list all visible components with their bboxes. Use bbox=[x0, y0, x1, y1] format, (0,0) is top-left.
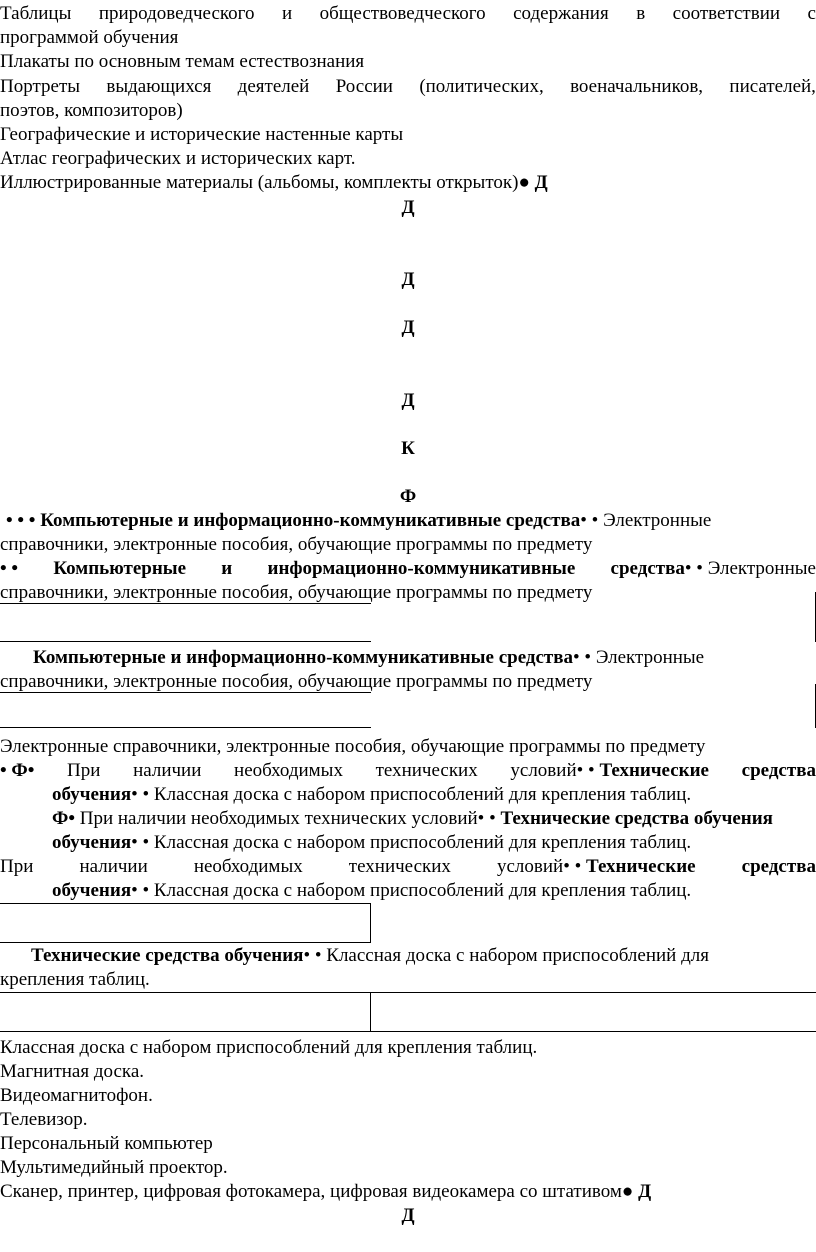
bullets: • • bbox=[303, 945, 322, 966]
word: средства bbox=[610, 558, 685, 579]
word: технических bbox=[348, 856, 451, 877]
equipment-item: Классная доска с набором приспособлений для крепления таблиц. bbox=[0, 1037, 538, 1058]
word: необходимых bbox=[193, 856, 303, 877]
word: в bbox=[636, 3, 646, 24]
word: наличии bbox=[133, 760, 202, 781]
center-mark: Д bbox=[401, 1205, 415, 1226]
word: России bbox=[335, 76, 393, 97]
technical-line-6 bbox=[52, 879, 691, 903]
header-line-4 bbox=[0, 75, 816, 99]
section-title: Компьютерные и информационно-коммуникативные средства bbox=[33, 647, 574, 668]
bullets: • • bbox=[684, 558, 703, 579]
equipment-item: Мультимедийный проектор. bbox=[0, 1157, 228, 1178]
line-text: • • Классная доска с набором приспособлений для крепления таблиц. bbox=[131, 880, 692, 901]
word: средства bbox=[741, 760, 816, 781]
table-border bbox=[370, 903, 371, 943]
bullet-icon: ● bbox=[621, 1181, 634, 1202]
mark-letter: Д bbox=[534, 172, 548, 193]
center-mark: Д bbox=[401, 317, 415, 338]
bullets: • • bbox=[573, 647, 592, 668]
word: При bbox=[0, 856, 34, 877]
word: обучения bbox=[52, 784, 132, 805]
lead-word: Электронные bbox=[707, 558, 816, 579]
bullet-icon: ● bbox=[518, 172, 530, 193]
word: соответствии bbox=[672, 3, 781, 24]
equipment-item: Телевизор. bbox=[0, 1109, 88, 1130]
header-line-1 bbox=[0, 2, 816, 26]
line-text: При наличии необходимых технических условий bbox=[79, 808, 478, 829]
technical-line-4 bbox=[52, 831, 691, 855]
computer-line-6: справочники, электронные пособия, обучающие программы по предмету bbox=[0, 671, 593, 692]
bullets: • • bbox=[477, 808, 496, 829]
computer-line-4: справочники, электронные пособия, обучающие программы по предмету bbox=[0, 582, 593, 603]
word: При bbox=[67, 760, 101, 781]
line-text: Сканер, принтер, цифровая фотокамера, цифровая видеокамера со штативом bbox=[0, 1181, 622, 1202]
word: технических bbox=[375, 760, 478, 781]
computer-line-2: справочники, электронные пособия, обучающие программы по предмету bbox=[0, 534, 593, 555]
line-text: • • Классная доска с набором приспособлений для крепления таблиц. bbox=[131, 832, 692, 853]
word: информационно-коммуникативные bbox=[267, 558, 576, 579]
table-border bbox=[0, 1031, 816, 1032]
word: Технические bbox=[586, 856, 696, 877]
mark-letter: Ф• bbox=[52, 808, 75, 829]
equipment-item: Магнитная доска. bbox=[0, 1061, 145, 1082]
word: и bbox=[281, 3, 293, 24]
word: Портреты bbox=[0, 76, 81, 97]
computer-line-3 bbox=[0, 557, 816, 581]
technical-box-line-2: крепления таблиц. bbox=[0, 969, 150, 990]
center-mark: Д bbox=[401, 197, 415, 218]
word: деятелей bbox=[237, 76, 310, 97]
technical-line-5 bbox=[0, 855, 816, 879]
equipment-last-line bbox=[0, 1180, 651, 1204]
header-line-8 bbox=[0, 171, 548, 195]
table-border bbox=[0, 903, 371, 904]
word: наличии bbox=[79, 856, 148, 877]
word: обучения bbox=[52, 832, 132, 853]
center-mark: Д bbox=[401, 269, 415, 290]
word: Компьютерные bbox=[53, 558, 187, 579]
bullets: • • bbox=[580, 510, 599, 531]
center-mark: Ф bbox=[399, 486, 417, 507]
computer-line-5 bbox=[33, 646, 704, 670]
technical-box-line-1 bbox=[31, 944, 709, 968]
header-line-7: Атлас географических и исторических карт. bbox=[0, 148, 356, 169]
word: необходимых bbox=[234, 760, 343, 781]
header-line-6: Географические и исторические настенные карты bbox=[0, 124, 404, 145]
word: (политических, bbox=[419, 76, 544, 97]
lead-word: Электронные bbox=[603, 510, 712, 531]
word: выдающихся bbox=[106, 76, 212, 97]
equipment-item: Видеомагнитофон. bbox=[0, 1085, 153, 1106]
word: условий bbox=[496, 856, 564, 877]
word: Таблицы bbox=[0, 3, 72, 24]
technical-line-1 bbox=[0, 759, 816, 783]
line-text: • • Классная доска с набором приспособлений для крепления таблиц. bbox=[131, 784, 692, 805]
word: писателей, bbox=[729, 76, 816, 97]
word: с bbox=[807, 3, 816, 24]
word: обучения bbox=[52, 880, 132, 901]
divider bbox=[0, 692, 371, 693]
header-line-5: поэтов, композиторов) bbox=[0, 100, 183, 121]
technical-line-3 bbox=[52, 807, 773, 831]
word: военачальников, bbox=[570, 76, 704, 97]
divider bbox=[0, 641, 371, 642]
technical-line-2 bbox=[52, 783, 691, 807]
divider bbox=[0, 603, 371, 604]
bullets: • • bbox=[0, 558, 19, 579]
equipment-item: Персональный компьютер bbox=[0, 1133, 213, 1154]
word: обществоведческого bbox=[319, 3, 486, 24]
line-text: Иллюстрированные материалы (альбомы, комплекты открыток) bbox=[0, 172, 519, 193]
bullets: • • bbox=[563, 856, 582, 877]
word: условий bbox=[510, 760, 577, 781]
bullets: • • bbox=[576, 760, 595, 781]
computer-line-1 bbox=[6, 509, 711, 533]
header-line-3: Плакаты по основным темам естествознания bbox=[0, 51, 365, 72]
header-line-2: программой обучения bbox=[0, 27, 179, 48]
table-border bbox=[0, 942, 371, 943]
bullets: • Ф• bbox=[0, 760, 35, 781]
divider bbox=[0, 727, 371, 728]
word: природоведческого bbox=[98, 3, 255, 24]
word: содержания bbox=[513, 3, 609, 24]
table-border bbox=[370, 992, 371, 1032]
word: и bbox=[221, 558, 233, 579]
computer-line-7: Электронные справочники, электронные пособия, обучающие программы по предмету bbox=[0, 736, 706, 757]
center-mark: К bbox=[401, 438, 415, 459]
line-text: Классная доска с набором приспособлений для bbox=[326, 945, 709, 966]
section-title: Компьютерные и информационно-коммуникативные средства bbox=[40, 510, 581, 531]
table-border bbox=[0, 992, 816, 993]
bullets: • • • bbox=[6, 510, 36, 531]
center-mark: Д bbox=[401, 390, 415, 411]
section-title: Технические средства обучения bbox=[31, 945, 304, 966]
word: средства bbox=[741, 856, 816, 877]
mark-letter: Д bbox=[638, 1181, 652, 1202]
lead-word: Электронные bbox=[595, 647, 705, 668]
section-title: Технические средства обучения bbox=[500, 808, 773, 829]
word: Технические bbox=[599, 760, 709, 781]
